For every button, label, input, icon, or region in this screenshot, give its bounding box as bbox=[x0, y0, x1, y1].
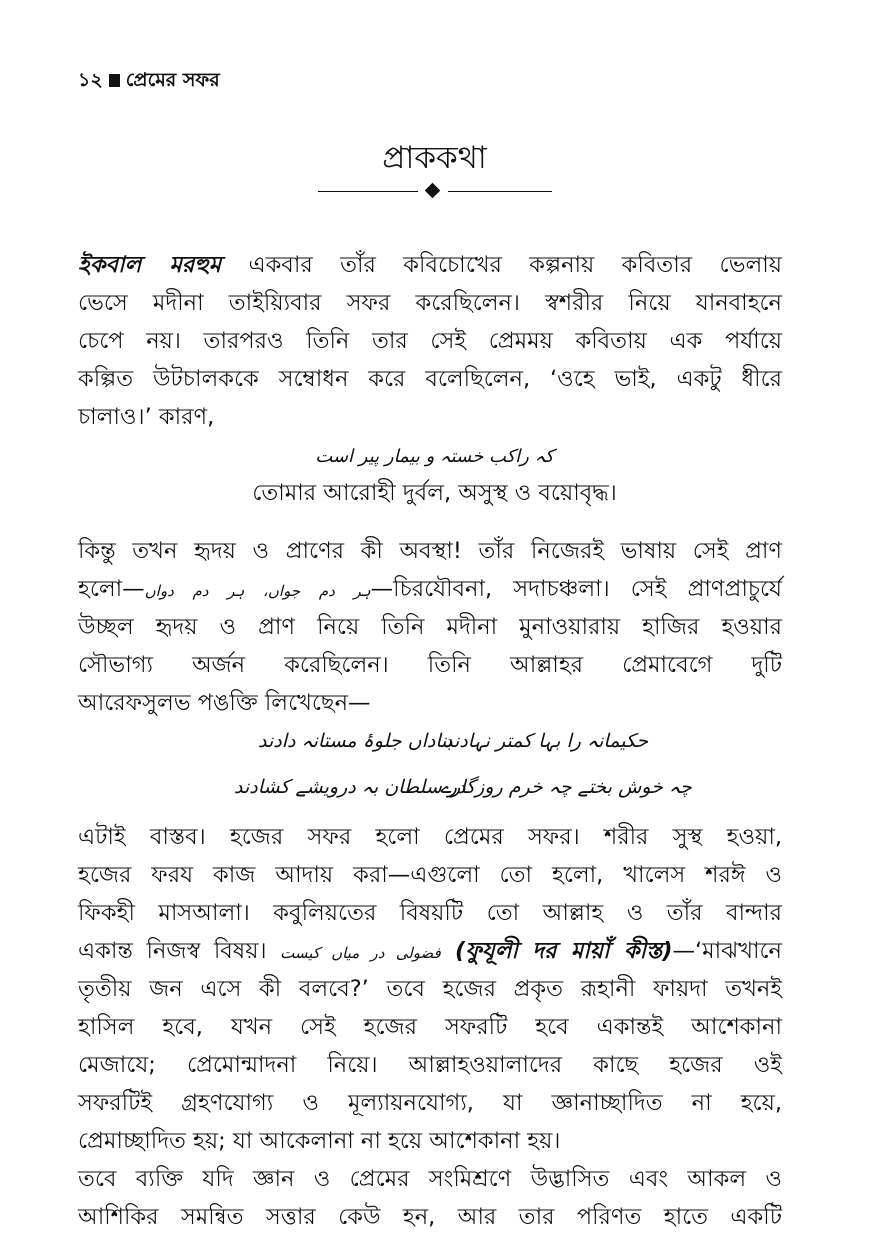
separator-square-icon bbox=[109, 74, 120, 87]
text-line: চেপে নয়। তারপরও তিনি তার সেই প্রেমময় কবিতায় এক পর্যায়ে bbox=[78, 328, 782, 354]
running-header bbox=[78, 68, 220, 92]
text-line: আশিকির সমন্বিত সত্তার কেউ হন, আর তার পরিণত হাতে একটি bbox=[78, 1204, 782, 1230]
text-span: হলো— bbox=[78, 576, 145, 602]
chapter-title: প্রাককথা bbox=[382, 140, 487, 176]
couplet-line2-left: در سلطان بہ درویشے کشادند bbox=[234, 776, 466, 798]
urdu-phrase: فضولی در میاں کیست bbox=[280, 944, 441, 962]
verse-translation: তোমার আরোহী দুর্বল, অসুস্থ ও বয়োবৃদ্ধ। bbox=[252, 480, 617, 506]
couplet-line1-left: بناداں جلوۂ مستانہ دادند bbox=[258, 730, 453, 752]
text-line: হাসিল হবে, যখন সেই হজের সফরটি হবে একান্তই আশেকানা bbox=[78, 1014, 782, 1040]
page-number: ১২ bbox=[78, 69, 103, 91]
text-line: চালাও।’ কারণ, bbox=[78, 404, 215, 430]
text-line bbox=[78, 246, 782, 284]
text-span: —চিরযৌবনা, সদাচঞ্চলা। সেই প্রাণপ্রাচুর্যে bbox=[370, 576, 783, 602]
book-title: প্রেমের সফর bbox=[125, 69, 220, 91]
transliteration: (ফুযূলী দর মায়াঁ কীস্ত) bbox=[440, 938, 673, 964]
diamond-icon bbox=[425, 183, 441, 199]
couplet-line1-right: حکیمانہ را بہا کمتر نہادند bbox=[444, 730, 649, 752]
text-line bbox=[78, 932, 782, 970]
text-line: কল্পিত উটচালককে সম্বোধন করে বলেছিলেন, ‘ওহে ভাই, একটু ধীরে bbox=[78, 366, 782, 392]
title-ornament bbox=[318, 183, 552, 201]
paragraph-3 bbox=[78, 818, 782, 1160]
ornament-line-left bbox=[318, 191, 418, 192]
text-line: সফরটিই গ্রহণযোগ্য ও মূল্যায়নযোগ্য, যা জ্ঞানাচ্ছাদিত না হয়ে, bbox=[78, 1090, 782, 1116]
text-line: হজের ফরয কাজ আদায় করা—এগুলো তো হলো, খালেস শরঈ ও bbox=[78, 862, 782, 888]
paragraph-2 bbox=[78, 532, 782, 722]
text-line: এটাই বাস্তব। হজের সফর হলো প্রেমের সফর। শরীর সুস্থ হওয়া, bbox=[78, 824, 782, 850]
text-line: মেজাযে; প্রেমোন্মাদনা নিয়ে। আল্লাহওয়ালাদের কাছে হজের ওই bbox=[78, 1052, 782, 1078]
text-line: তবে ব্যক্তি যদি জ্ঞান ও প্রেমের সংমিশ্রণে উদ্ভাসিত এবং আকল ও bbox=[78, 1166, 782, 1192]
text-span: একান্ত নিজস্ব বিষয়। bbox=[78, 938, 281, 964]
ornament-line-right bbox=[448, 191, 552, 192]
text-line: কিন্তু তখন হৃদয় ও প্রাণের কী অবস্থা! তাঁর নিজেরই ভাষায় সেই প্রাণ bbox=[78, 538, 782, 564]
text-line: ভেসে মদীনা তাইয়্যিবার সফর করেছিলেন। স্বশরীর নিয়ে যানবাহনে bbox=[78, 290, 782, 316]
text-span: —‘মাঝখানে bbox=[672, 938, 782, 964]
couplet-line2-right: چہ خوش بختے چہ خرم روزگارے bbox=[440, 776, 692, 798]
paragraph-4 bbox=[78, 1160, 782, 1236]
text-line: ফিকহী মাসআলা। কবুলিয়তের বিষয়টি তো আল্লাহ ও তাঁর বান্দার bbox=[78, 900, 782, 926]
emphasized-name: ইকবাল মরহুম bbox=[78, 252, 222, 278]
text-line: আরেফসুলভ পঙক্তি লিখেছেন— bbox=[78, 690, 371, 716]
text-line: প্রেমাচ্ছাদিত হয়; যা আকেলানা না হয়ে আশেকানা হয়। bbox=[78, 1128, 561, 1154]
text-line bbox=[78, 570, 782, 608]
verse-urdu: کہ راکب خستہ و بیمار پیر است bbox=[315, 446, 554, 467]
urdu-phrase: ہر دم جواں، ہر دم دواں bbox=[144, 582, 371, 600]
text-line: তৃতীয় জন এসে কী বলবে?’ তবে হজের প্রকৃত রূহানী ফায়দা তখনই bbox=[78, 976, 782, 1002]
paragraph-1 bbox=[78, 246, 782, 436]
text-span: একবার তাঁর কবিচোখের কল্পনায় কবিতার ভেলায় bbox=[221, 252, 782, 278]
text-line: সৌভাগ্য অর্জন করেছিলেন। তিনি আল্লাহর প্রেমাবেগে দুটি bbox=[78, 652, 782, 678]
text-line: উচ্ছল হৃদয় ও প্রাণ নিয়ে তিনি মদীনা মুনাওয়ারায় হাজির হওয়ার bbox=[78, 614, 782, 640]
